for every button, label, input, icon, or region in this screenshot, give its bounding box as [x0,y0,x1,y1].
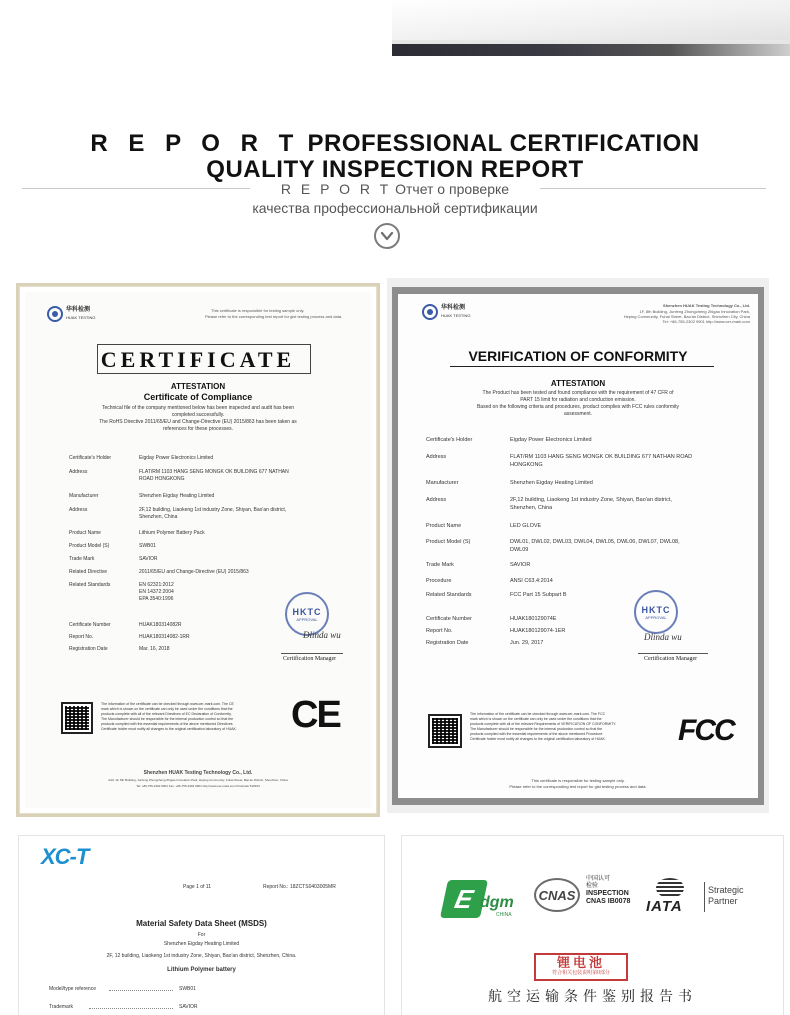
cnas-cn-2: 检验 [586,883,599,889]
huak-logo-icon [47,306,63,322]
detail-value: SWB01 [139,543,156,549]
ce-disclaimer-line-6: Certificate holder must notify all changes to the original certification laboratory of HUAK. [101,727,237,731]
fcc-disclaimer [470,712,670,742]
detail-row [426,547,756,555]
footer-address: Add: 1F, 8th Building, Junfeng Zhongcheng Zhigao Innovation Park, Heping Community, Fuhai Street, Bao'an District, Shenzhen, China [108,778,288,782]
strategic-line-1: Strategic [708,885,744,895]
detail-row [426,616,756,624]
fcc-disclaimer-line-2: mark which is shown on the certificate can only be used under the conditions that the [470,717,602,721]
address-top-2: Heping Community, Fuhai Street, Bao'an District, Shenzhen City, China [623,314,750,319]
address-top: 1F, 8th Building, Junfeng Zhongcheng Zhigao Innovation Park, [639,309,750,314]
detail-value: EN 62321:2012 [139,582,174,588]
qr-code [61,702,93,734]
manager-label-2: Certification Manager [644,656,698,662]
company-top: Shenzhen HUAK Testing Technology Co., Ltd. [663,303,750,308]
msds-address: 2F, 12 building, Liaokeng 1st industry Zone, Shiyan, Bao'an district, Shenzhen, China. [106,953,297,959]
detail-row [69,514,359,522]
detail-value: FLAT/RM 1103 HANG SENG MONGK OK BUILDING 677 NATHAN [139,469,289,475]
detail-label: Address [69,469,88,475]
detail-value: ANSI C63.4:2014 [510,578,553,584]
detail-value: EPA 3540:1996 [139,596,174,602]
detail-row [69,543,359,551]
chevron-glyph [380,229,394,243]
air-transport-report [401,835,784,1015]
ce-disclaimer-line-1: The information of the certificate can be checked through www.cer-mark.com. The CE [101,702,234,706]
detail-value: SAVIOR [510,562,531,568]
qr-pattern-2 [432,718,458,744]
detail-label: Report No. [426,628,453,634]
ce-disclaimer-line-4: The Manufacturer should be responsible for the internal production control so that the [101,717,234,721]
iata-word: IATA [646,898,683,915]
stamp-line-2: 符合相关包装说明第II部分 [552,970,610,976]
fcc-footer-1: This certificate is responsible for testing sample only. [531,778,625,783]
page-title-line-2: QUALITY INSPECTION REPORT [206,156,584,183]
msds-model-label: Model/type reference [49,986,96,992]
detail-label: Product Model (S) [69,543,110,549]
detail-value: DWL01, DWL02, DWL03, DWL04, DWL05, DWL06, DWL07, DWL08, [510,539,680,545]
lithium-battery-stamp [534,953,628,981]
msds-company: Shenzhen Eigday Heating Limited [163,941,240,947]
detail-value: Shenzhen Eigday Heating Limited [139,493,215,499]
manager-label: Certification Manager [283,656,337,662]
product-photo-strip [392,0,790,56]
verification-title: VERIFICATION OF CONFORMITY [468,348,688,364]
qr-pattern [65,706,89,730]
detail-label: Address [426,454,447,460]
signature: Dlinda wu [303,630,341,640]
detail-label: Certificate Number [426,616,472,622]
footer-company: Shenzhen HUAK Testing Technology Co., Ltd. [143,770,253,776]
msds-trademark-value: SAVIOR [179,1004,198,1010]
detail-value: Eigday Power Electronics Limited [510,437,592,443]
intro-line-3: The RoHS Directive 2011/65/EU and Change-Directive (EU) 2015/863 has been taken as [99,419,297,425]
footer-contact: Tel: +86-755-2302 9901 Fax: +86-755-2302 9901 http://www.cer-mark.com Postcode 518103 [136,784,260,788]
fcc-disclaimer-line-6: Certificate holder must notify all changes to the original certification laboratory of HUAK. [470,737,606,741]
title-underline [450,366,714,367]
detail-row [426,539,756,547]
title-report-spaced: R E P O R T [90,130,301,157]
hktc-stamp-2 [634,590,678,634]
ce-disclaimer [101,702,291,732]
cnas-en-1: INSPECTION [586,890,629,897]
detail-label: Product Model (S) [426,539,471,545]
detail-label: Certificate's Holder [69,455,112,461]
msds-for: For [197,932,206,938]
detail-value: HUAK180129074E [510,616,557,622]
dgm-logo-sub: CHINA [496,912,512,918]
fcc-certificate [392,287,764,805]
cnas-logo [534,878,580,912]
intro2-line-2: PART 15 limit for radiation and conduction emission. [520,397,636,403]
cnas-logo-word: CNAS [538,888,576,903]
photo-fabric [392,0,790,40]
cnas-text [586,876,630,906]
detail-row [426,505,756,513]
attestation-heading-2: ATTESTATION [550,379,606,388]
detail-value: 2011/65/EU and Change-Directive (EU) 2015/863 [139,569,249,575]
stamp-text-2: HKTC [641,604,671,615]
huak-logo-text [66,307,96,321]
detail-value: ROAD HONGKONG [139,476,185,482]
xct-logo: XC-T [41,844,89,869]
huak-logo-cn: 华科检测 [66,307,91,313]
stamp-subtext: APPROVAL [296,616,318,622]
stamp-subtext-2: APPROVAL [645,614,667,620]
detail-label: Certificate Number [69,622,111,628]
dgm-logo [444,876,522,920]
intro-text [45,405,351,433]
huak-logo [47,306,96,322]
fcc-disclaimer-line-4: The Manufacturer should be responsible for the internal production control so that the [470,727,603,731]
qr-code-2 [428,714,462,748]
huak-logo-2 [422,304,471,320]
detail-label: Trade Mark [69,556,95,562]
strategic-partner [708,885,744,907]
msds-title: Material Safety Data Sheet (MSDS) [136,919,267,928]
fcc-footer-2: Please refer to the corresponding test report for gist testing process and data. [509,784,647,789]
detail-row [426,578,756,586]
msds-model-dots [109,990,173,991]
subtitle-line-1 [0,181,790,197]
msds-product: Lithium Polymer battery [167,967,236,973]
detail-row [426,480,756,488]
detail-row [426,462,756,470]
page-title-line-1 [0,130,790,158]
fcc-disclaimer-line-5: products complied with the essential requirements of the above mentioned Procedure. [470,732,604,736]
dgm-logo-text: dgm [480,894,514,911]
detail-row [426,592,756,600]
detail-row [69,530,359,538]
iata-globe-icon [656,878,684,898]
detail-label: Certificate's Holder [426,437,473,443]
title-rest: PROFESSIONAL CERTIFICATION [300,130,700,157]
rohs-certificate [16,283,380,817]
photo-dark-edge [392,44,790,56]
contact-top: Tel: +86-755-2302 9901 http://www.cer-mark.com [662,319,750,324]
detail-value: HUAK180129074-1ER [510,628,566,634]
intro2-line-4: assessment. [563,411,593,417]
detail-row [69,455,359,463]
iata-logo [642,876,702,916]
detail-label: Manufacturer [69,493,99,499]
chevron-down-icon[interactable] [374,223,400,249]
detail-value: FCC Part 15 Subpart B [510,592,567,598]
msds-document [18,835,385,1015]
intro-line-2: completed successfully. [171,412,225,418]
huak-logo-icon-2 [422,304,438,320]
detail-value: Shenzhen Eigday Heating Limited [510,480,593,486]
msds-report-no: Report No.: 18ZCTS0403005MR [263,884,336,890]
cnas-en-2: CNAS IB0078 [586,898,631,905]
detail-value: FLAT/RM 1103 HANG SENG MONGK OK BUILDING 677 NATHAN ROAD [510,454,693,460]
detail-value: LED GLOVE [510,523,542,529]
msds-trademark-dots [89,1008,173,1009]
huak-logo-en-2: HUAK TESTING [441,313,471,318]
intro-text-2 [418,390,738,418]
intro2-line-1: The Product has been tested and found compliance with the requirement of 47 CFR of [482,390,674,396]
msds-model-value: SWB01 [179,986,196,992]
detail-row [426,562,756,570]
detail-value: Lithium Polymer Battery Pack [139,530,205,536]
detail-row [426,454,756,462]
detail-value: HONGKONG [510,462,543,468]
detail-label: Registration Date [69,646,108,652]
detail-value: HUAK180314082R [139,622,182,628]
ce-disclaimer-line-2: mark which is shown on the certificate can only be used under the conditions that the [101,707,233,711]
subtitle-line-2: качества профессиональной сертификации [252,200,538,216]
fcc-disclaimer-line-1: The information of the certificate can be checked through www.cer-mark.com. The FCC [470,712,606,716]
detail-value: Shenzhen, China [510,505,553,511]
detail-row [426,628,756,636]
detail-row [426,640,756,648]
attestation-heading: ATTESTATION [170,382,226,391]
stamp-text: HKTC [292,606,322,617]
detail-row [69,556,359,564]
detail-label: Trade Mark [426,562,454,568]
detail-value: Jun. 29, 2017 [510,640,544,646]
detail-label: Address [69,507,88,513]
ce-disclaimer-line-5: products complied with the essential requirements of the above mentioned Directives. [101,722,234,726]
iata-divider [704,882,705,912]
detail-label: Product Name [69,530,101,536]
detail-label: Related Standards [426,592,472,598]
fcc-mark: FCC [678,714,734,747]
detail-value: Shenzhen, China [139,514,178,520]
subtitle-report-spaced: R E P O R T [280,181,392,197]
detail-row [426,497,756,505]
detail-value: 2F,12 building, Liaokeng 1st industry Zone, Shiyan, Bao'an district, [139,507,287,513]
detail-value: Eigday Power Electronics Limited [139,455,214,461]
subtitle-rest: Отчет о проверке [391,181,510,197]
intro-line-1: Technical file of the company mentioned below has been inspected and audit has been [101,405,295,411]
rohs-certificate-paper [25,292,371,808]
certificate-title: CERTIFICATE [100,347,296,372]
detail-row [426,437,756,445]
strategic-line-2: Partner [708,896,738,906]
detail-row [426,523,756,531]
detail-row [69,476,359,484]
ce-mark: CE [291,694,340,736]
msds-trademark-label: Trademark [49,1004,73,1010]
signature-2: Dlinda wu [644,632,682,642]
intro2-line-3: Based on the following criteria and procedures, product complies with FCC rules conformity [476,404,680,410]
detail-label: Manufacturer [426,480,459,486]
detail-label: Related Directive [69,569,108,575]
dgm-logo-icon: E [440,880,488,918]
msds-page: Page 1 of 11 [183,884,211,890]
top-note-2: Please refer to the corresponding test report for gist testing process and data. [205,314,343,319]
ce-disclaimer-line-3: products complete with all of the relevant Directives of EC Declaration of Conformity. [101,712,232,716]
detail-row [69,493,359,501]
huak-logo-en: HUAK TESTING [66,315,96,320]
detail-row [69,569,359,577]
huak-logo-text-2 [441,305,471,319]
detail-value: Mar. 16, 2018 [139,646,170,652]
detail-value: SAVIOR [139,556,158,562]
detail-label: Registration Date [426,640,469,646]
detail-label: Related Standards [69,582,111,588]
detail-label: Procedure [426,578,452,584]
stamp-line-1: 锂电池 [556,955,605,970]
signature-line-2 [638,653,708,654]
detail-value: DWL09 [510,547,529,553]
intro-line-4: references for these processes. [162,426,234,432]
top-note-1: This certificate is responsible for testing sample only. [211,308,305,313]
huak-logo-cn-2: 华科检测 [441,305,466,311]
cnas-cn-1: 中国认可 [586,876,611,882]
detail-label: Product Name [426,523,462,529]
detail-value: 2F,12 building, Liaokeng 1st industry Zone, Shiyan, Bao'an district, [510,497,672,503]
detail-value: HUAK180314082-1RR [139,634,190,640]
detail-label: Address [426,497,447,503]
detail-value: EN 14372:2004 [139,589,174,595]
detail-label: Report No. [69,634,94,640]
signature-line [281,653,343,654]
fcc-disclaimer-line-3: products complete with all of the relevant Requirements of VERIFICATION OF CONFORMITY. [470,722,617,726]
air-transport-title: 航空运输条件鉴别报告书 [488,989,697,1005]
fcc-certificate-paper [398,294,758,798]
compliance-heading: Certificate of Compliance [143,392,253,402]
